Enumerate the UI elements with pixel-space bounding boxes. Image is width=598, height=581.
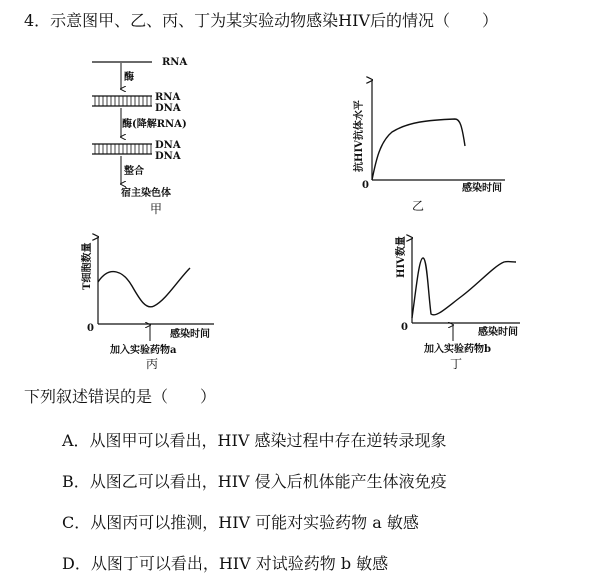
bing-annotation: 加入实验药物a: [110, 345, 177, 356]
bing-origin: 0: [87, 323, 94, 334]
ding-caption: 丁: [450, 357, 463, 371]
jia-enzyme1-label: 酶: [124, 72, 134, 83]
ding-ylabel: HIV数量: [396, 236, 407, 278]
jia-dsdna2-label: DNA: [155, 151, 181, 162]
yi-curve: [372, 119, 465, 180]
bing-ylabel: T细胞数量: [82, 242, 93, 290]
ding-annotation: 加入实验药物b: [424, 344, 491, 355]
yi-xlabel: 感染时间: [462, 183, 502, 194]
question-title: 4．示意图甲、乙、丙、丁为某实验动物感染HIV后的情况（ ）: [24, 11, 499, 30]
figure-bing: [80, 237, 214, 371]
option-d: D．从图丁可以看出，HIV 对试验药物 b 敏感: [62, 554, 389, 573]
ding-curve: [412, 258, 516, 318]
yi-caption: 乙: [412, 199, 425, 213]
jia-caption: 甲: [150, 202, 163, 216]
jia-hybrid-rna-label: RNA: [155, 92, 181, 103]
bing-curve: [98, 268, 190, 307]
option-c: C．从图丙可以推测，HIV 可能对实验药物 a 敏感: [62, 513, 419, 532]
figure-jia: [92, 57, 187, 216]
ding-xlabel: 感染时间: [478, 327, 518, 338]
option-b: B．从图乙可以看出，HIV 侵入后机体能产生体液免疫: [62, 472, 447, 491]
ds-dna: [92, 144, 152, 154]
yi-ylabel: 抗HIV抗体水平: [354, 100, 365, 172]
jia-host-label: 宿主染色体: [121, 188, 171, 199]
jia-hybrid-dna-label: DNA: [155, 103, 181, 114]
ding-origin: 0: [401, 322, 408, 333]
rna-dna-hybrid: [92, 96, 152, 106]
sub-question: 下列叙述错误的是（ ）: [24, 387, 217, 406]
yi-origin: 0: [362, 180, 369, 191]
bing-xlabel: 感染时间: [170, 329, 210, 340]
jia-rna-label: RNA: [162, 57, 188, 68]
jia-dsdna1-label: DNA: [155, 140, 181, 151]
option-a: A．从图甲可以看出，HIV 感染过程中存在逆转录现象: [62, 431, 447, 450]
jia-enzyme2-label: 酶(降解RNA): [122, 119, 187, 130]
bing-caption: 丙: [146, 357, 159, 371]
jia-integrate-label: 整合: [124, 166, 144, 177]
figure-yi: [352, 80, 505, 213]
figure-ding: [394, 236, 520, 371]
